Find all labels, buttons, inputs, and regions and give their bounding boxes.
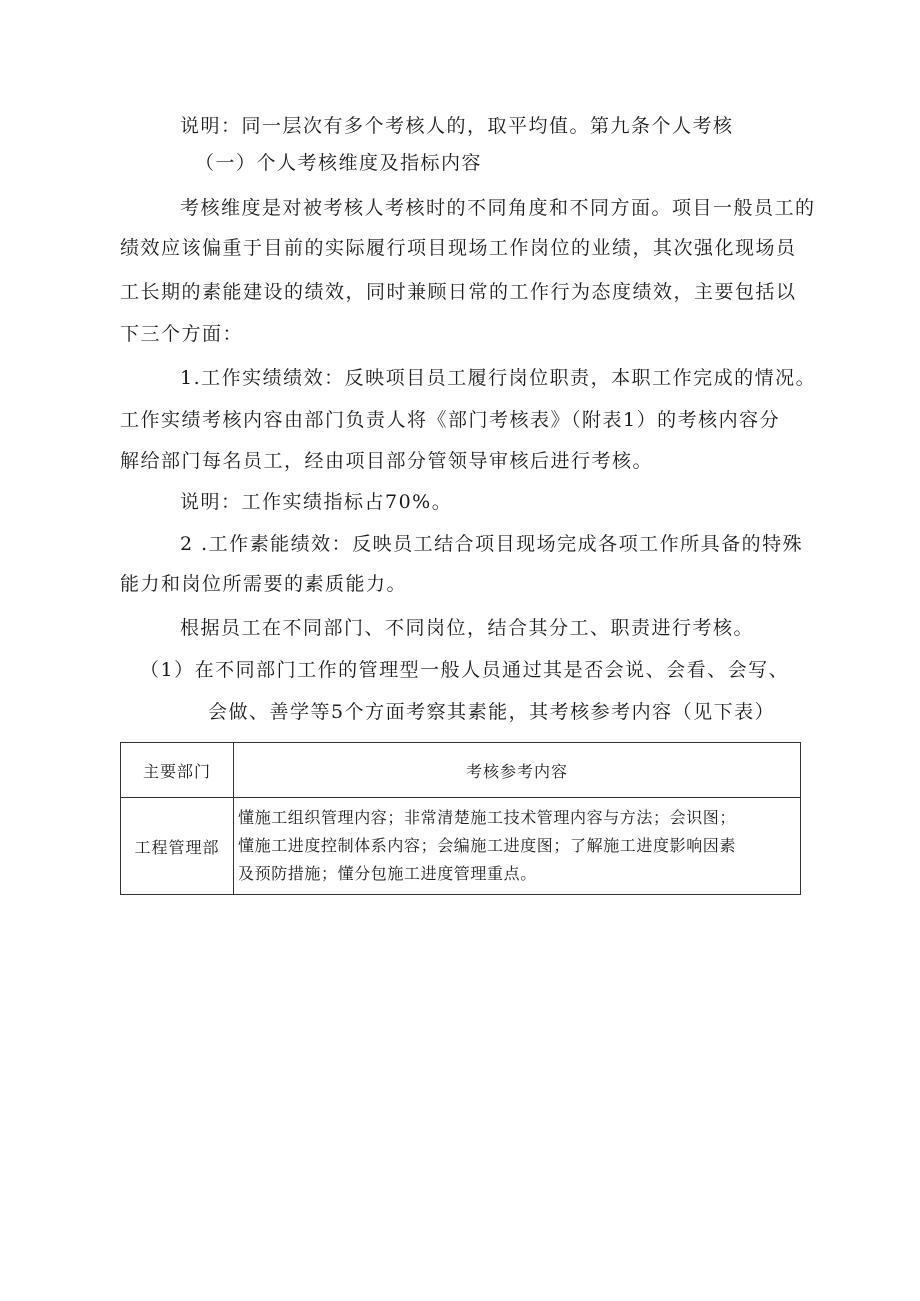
paragraph-note-average: 说明：同一层次有多个考核人的，取平均值。第九条个人考核 (180, 115, 734, 137)
paragraph-line: 绩效应该偏重于目前的实际履行项目现场工作岗位的业绩，其次强化现场员 (120, 237, 797, 259)
section-heading: （一）个人考核维度及指标内容 (195, 152, 483, 174)
table-row (121, 798, 801, 895)
paragraph-line: 工长期的素能建设的绩效，同时兼顾日常的工作行为态度绩效，主要包括以 (120, 281, 797, 303)
paragraph-note-percent: 说明：工作实绩指标占70%。 (180, 491, 453, 513)
content-line: 懂施工组织管理内容；非常清楚施工技术管理内容与方法；会识图； (238, 808, 737, 827)
paragraph-line: 考核维度是对被考核人考核时的不同角度和不同方面。项目一般员工的 (180, 197, 816, 219)
table-header-row (121, 743, 801, 798)
header-content: 考核参考内容 (234, 743, 801, 798)
content-cell (234, 798, 801, 895)
paragraph-line: 能力和岗位所需要的素质能力。 (120, 573, 408, 595)
paragraph-line: 会做、善学等5个方面考察其素能，其考核参考内容（见下表） (208, 701, 776, 723)
list-item-2: 2 .工作素能绩效：反映员工结合项目现场完成各项工作所具备的特殊 (180, 533, 804, 555)
sub-item-1: （1）在不同部门工作的管理型一般人员通过其是否会说、会看、会写、 (140, 659, 790, 681)
paragraph-line: 解给部门每名员工，经由项目部分管领导审核后进行考核。 (120, 450, 654, 472)
assessment-table (120, 742, 801, 895)
list-item-1: 1.工作实绩绩效：反映项目员工履行岗位职责，本职工作完成的情况。 (180, 367, 817, 389)
paragraph-line: 下三个方面： (120, 323, 244, 345)
header-department: 主要部门 (121, 743, 234, 798)
content-line: 及预防措施；懂分包施工进度管理重点。 (238, 864, 537, 883)
paragraph-line: 根据员工在不同部门、不同岗位，结合其分工、职责进行考核。 (180, 617, 755, 639)
content-line: 懂施工进度控制体系内容；会编施工进度图；了解施工进度影响因素 (238, 836, 737, 855)
department-cell: 工程管理部 (121, 798, 234, 895)
paragraph-line: 工作实绩考核内容由部门负责人将《部门考核表》（附表1）的考核内容分 (120, 409, 781, 431)
